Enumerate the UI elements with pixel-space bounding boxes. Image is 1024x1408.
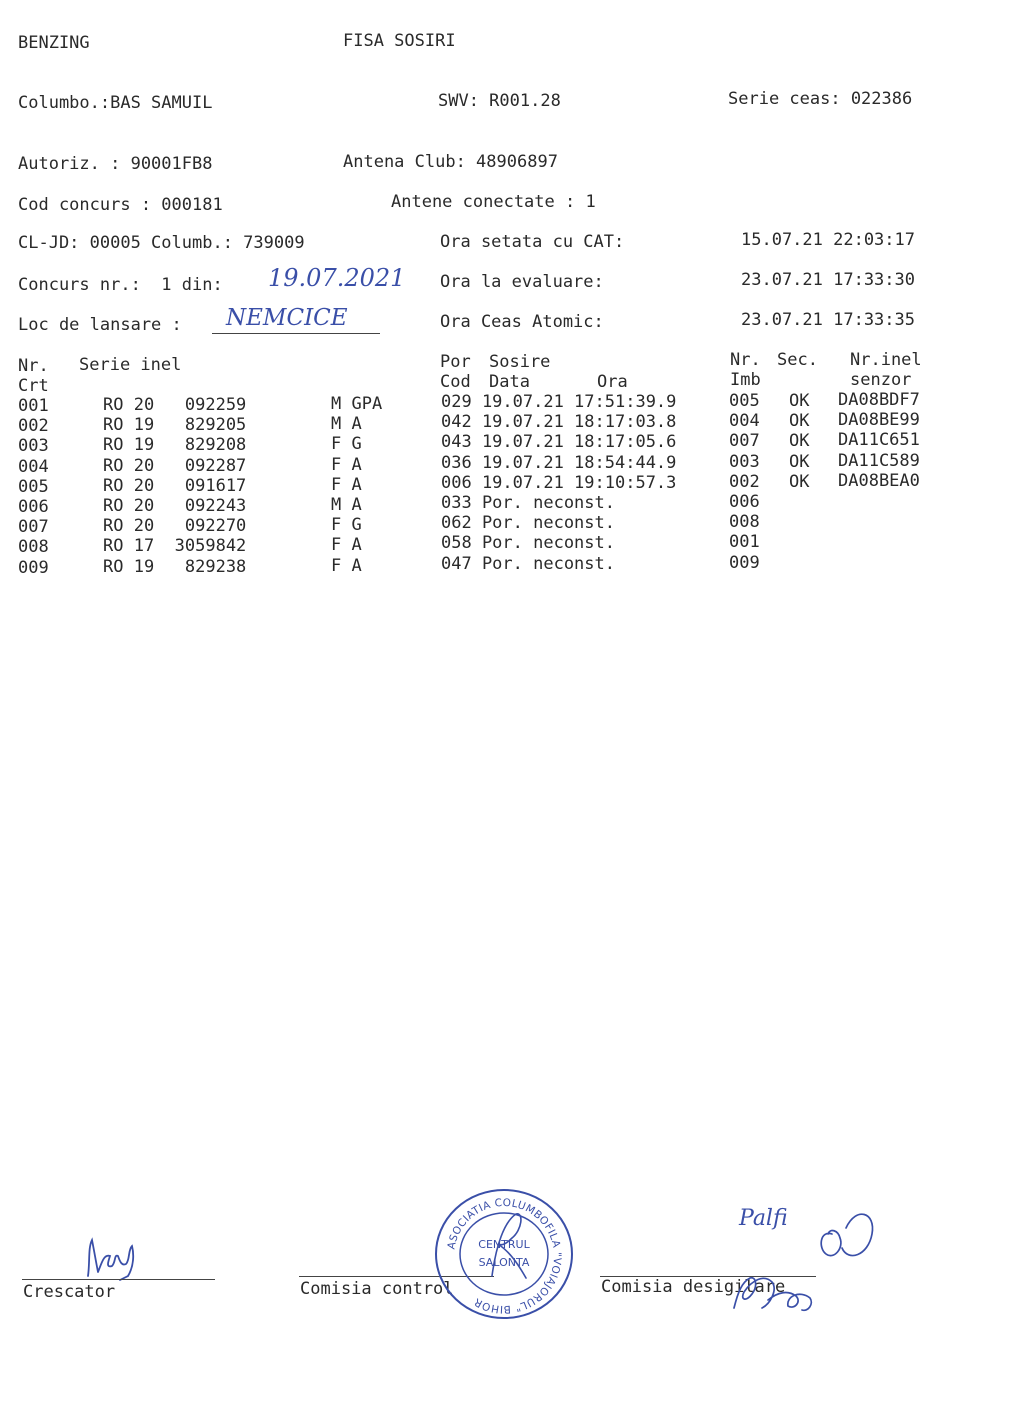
th-nr-imb: Nr. xyxy=(730,350,761,370)
cell-sensor-ring xyxy=(838,511,920,531)
column-sec xyxy=(789,391,809,573)
comisia-desigilare-label: Comisia desigilare xyxy=(601,1277,786,1297)
ora-evaluare-value: 23.07.21 17:33:30 xyxy=(741,270,915,290)
cell-sec-status: OK xyxy=(789,431,810,452)
ora-ceas-value: 23.07.21 17:33:35 xyxy=(741,310,915,330)
cell-imb: 004 xyxy=(729,411,760,432)
cell-imb: 006 xyxy=(729,491,760,512)
column-arrival xyxy=(441,392,676,574)
cell-sensor-ring xyxy=(838,491,920,511)
cell-ring-series: RO 20 092243 xyxy=(103,495,247,516)
cell-imb: 007 xyxy=(729,431,760,452)
crescator-signature xyxy=(84,1232,144,1282)
th-nr-inel: Nr.inel xyxy=(850,350,922,370)
ora-evaluare-label: Ora la evaluare: xyxy=(440,272,604,292)
th-sec: Sec. xyxy=(777,350,818,370)
cell-sex-category: F G xyxy=(331,434,362,455)
cell-sex-category: F A xyxy=(331,454,362,475)
th-crt: Crt xyxy=(18,376,49,396)
cell-imb: 001 xyxy=(729,532,760,553)
cell-arrival: 036 19.07.21 18:54:44.9 xyxy=(441,452,677,473)
cell-sex-category: M GPA xyxy=(331,394,383,414)
cell-arrival: 006 19.07.21 19:10:57.3 xyxy=(441,472,677,493)
brand-label: BENZING xyxy=(18,33,90,53)
cell-sensor-ring: DA08BE99 xyxy=(838,410,920,431)
comisia-control-label: Comisia control xyxy=(300,1279,454,1299)
cell-arrival: 029 19.07.21 17:51:39.9 xyxy=(441,392,677,412)
cell-row-number: 008 xyxy=(18,537,49,558)
cell-sec-status: OK xyxy=(789,451,810,472)
cell-row-number: 006 xyxy=(18,496,49,517)
cell-ring-series: RO 20 092287 xyxy=(103,455,247,476)
th-cod: Cod xyxy=(440,372,471,392)
release-location-label: Loc de lansare : xyxy=(18,315,182,335)
release-location-underline xyxy=(212,333,380,334)
stamp-ring-text: ASOCIATIA COLUMBOFILA "VOIAJORUL" BIHOR xyxy=(445,1196,564,1316)
cell-sec-status xyxy=(789,512,809,532)
th-senzor: senzor xyxy=(850,370,912,390)
cell-row-number: 007 xyxy=(18,517,49,538)
cell-ring-series: RO 20 092270 xyxy=(103,516,247,537)
cell-sensor-ring: DA11C651 xyxy=(838,430,920,451)
cell-ring-series: RO 17 3059842 xyxy=(103,536,247,557)
cell-sec-status: OK xyxy=(789,411,810,432)
cell-sensor-ring: DA08BDF7 xyxy=(838,390,920,410)
cell-imb: 009 xyxy=(729,552,760,573)
column-senzor xyxy=(838,390,920,572)
cell-imb: 003 xyxy=(729,451,760,472)
cell-row-number: 002 xyxy=(18,416,49,437)
ora-ceas-label: Ora Ceas Atomic: xyxy=(440,312,604,332)
th-nr: Nr. xyxy=(18,356,49,376)
column-sex-category xyxy=(331,394,382,576)
cell-sensor-ring xyxy=(838,552,920,572)
ora-setata-label: Ora setata cu CAT: xyxy=(440,232,625,252)
crescator-line xyxy=(22,1279,215,1280)
columbofila-stamp xyxy=(432,1186,576,1322)
cell-sex-category: F A xyxy=(331,474,362,495)
th-data: Data xyxy=(489,372,530,392)
columbo-owner: Columbo.:BAS SAMUIL xyxy=(18,93,213,113)
crescator-label: Crescator xyxy=(23,1282,116,1302)
cl-jd-info: CL-JD: 00005 Columb.: 739009 xyxy=(18,233,305,253)
cell-sex-category: F A xyxy=(331,535,362,556)
contest-number-label: Concurs nr.: 1 din: xyxy=(18,275,223,295)
cell-ring-series: RO 20 092259 xyxy=(103,395,247,415)
comisia-desigilare-signature xyxy=(716,1200,886,1320)
stamp-center-line1: CENTRUL xyxy=(478,1238,530,1251)
cell-sex-category: M A xyxy=(331,414,362,435)
cell-arrival: 058 Por. neconst. xyxy=(441,533,615,554)
handwritten-note-palfi: Palfi xyxy=(739,1206,788,1231)
th-ora: Ora xyxy=(597,372,628,392)
cell-arrival: 062 Por. neconst. xyxy=(441,513,615,534)
cell-arrival: 047 Por. neconst. xyxy=(441,553,615,574)
column-ring xyxy=(103,395,246,577)
document-title: FISA SOSIRI xyxy=(343,31,456,51)
authorization-code: Autoriz. : 90001FB8 xyxy=(18,154,213,174)
cell-sec-status: OK xyxy=(789,471,810,492)
th-imb: Imb xyxy=(730,370,761,390)
cell-row-number: 005 xyxy=(18,476,49,497)
cell-sensor-ring: DA11C589 xyxy=(838,450,920,471)
cell-ring-series: RO 19 829238 xyxy=(103,556,247,577)
club-antenna: Antena Club: 48906897 xyxy=(343,152,558,172)
stamp-center-line2: SALONTA xyxy=(478,1256,530,1269)
cell-sex-category: M A xyxy=(331,494,362,515)
software-version: SWV: R001.28 xyxy=(438,91,561,111)
contest-date-handwritten: 19.07.2021 xyxy=(268,264,406,292)
clock-serial: Serie ceas: 022386 xyxy=(728,89,913,109)
cell-sec-status: OK xyxy=(789,391,810,411)
th-sosire: Sosire xyxy=(489,352,551,372)
contest-code: Cod concurs : 000181 xyxy=(18,195,223,215)
cell-sec-status xyxy=(789,492,809,512)
cell-imb: 002 xyxy=(729,471,760,492)
column-imb xyxy=(729,391,760,573)
cell-imb: 005 xyxy=(729,391,760,411)
cell-ring-series: RO 19 829208 xyxy=(103,435,247,456)
cell-sec-status xyxy=(789,532,809,552)
cell-arrival: 033 Por. neconst. xyxy=(441,492,615,513)
cell-sex-category: F A xyxy=(331,555,362,576)
cell-sensor-ring: DA08BEA0 xyxy=(838,470,920,491)
cell-arrival: 042 19.07.21 18:17:03.8 xyxy=(441,412,677,433)
cell-sec-status xyxy=(789,553,809,573)
cell-ring-series: RO 19 829205 xyxy=(103,415,247,436)
cell-ring-series: RO 20 091617 xyxy=(103,475,247,496)
cell-row-number: 001 xyxy=(18,396,49,416)
release-location-handwritten: NEMCICE xyxy=(226,305,348,331)
cell-row-number: 003 xyxy=(18,436,49,457)
cell-sex-category: F G xyxy=(331,515,362,536)
cell-imb: 008 xyxy=(729,512,760,533)
cell-row-number: 009 xyxy=(18,557,49,578)
th-por: Por xyxy=(440,352,471,372)
cell-sensor-ring xyxy=(838,531,920,551)
th-serie-inel: Serie inel xyxy=(79,355,182,375)
cell-arrival: 043 19.07.21 18:17:05.6 xyxy=(441,432,677,453)
column-nr xyxy=(18,396,49,578)
cell-row-number: 004 xyxy=(18,456,49,477)
connected-antennas: Antene conectate : 1 xyxy=(391,192,596,212)
ora-setata-value: 15.07.21 22:03:17 xyxy=(741,230,915,250)
